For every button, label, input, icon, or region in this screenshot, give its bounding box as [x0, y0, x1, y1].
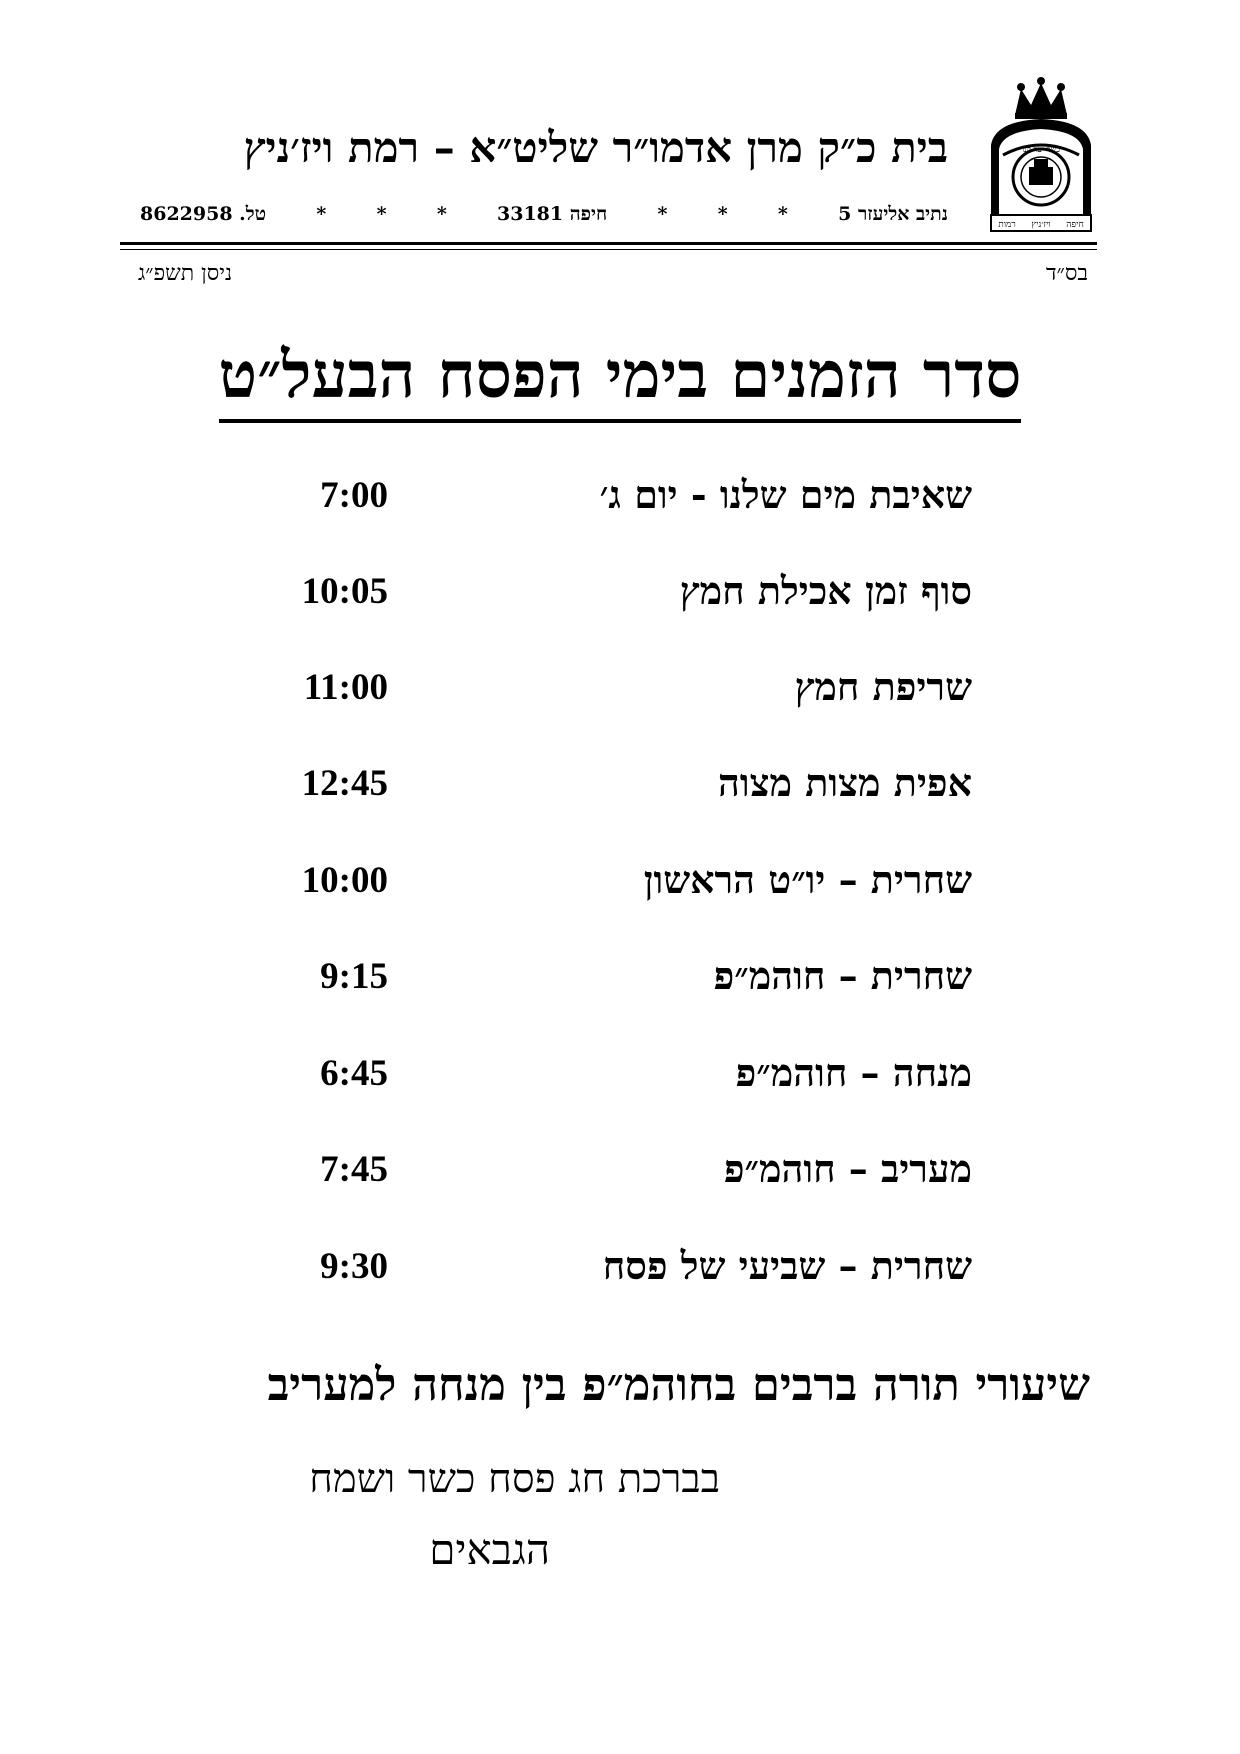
schedule-time: 7:45 [320, 1149, 388, 1190]
svg-text:חיפה: חיפה [1066, 220, 1084, 230]
page-title-text: סדר הזמנים בימי הפסח הבעל״ט [219, 338, 1022, 423]
address-separator: * [436, 203, 447, 225]
address-phone: טל. 8622958 [140, 203, 267, 225]
svg-text:ויז׳ניץ: ויז׳ניץ [1031, 220, 1051, 230]
wizhnitz-crest-icon [985, 75, 1097, 235]
schedule-label: שחרית – חוהמ״פ [713, 953, 972, 998]
address-city: חיפה 33181 [497, 203, 608, 225]
header-address [140, 203, 948, 226]
schedule-label: אפית מצות מצוה [717, 760, 972, 805]
schedule-label: שחרית – יו״ט הראשון [643, 857, 972, 902]
bsd-mark: בס״ד [1045, 261, 1088, 286]
schedule-row [0, 568, 1240, 628]
schedule-label: מנחה – חוהמ״פ [735, 1050, 972, 1095]
schedule-row [0, 760, 1240, 820]
address-separator: * [316, 203, 327, 225]
schedule-time: 12:45 [301, 763, 388, 804]
shiurim-notice: שיעורי תורה ברבים בחוהמ״פ בין מנחה למעריב [267, 1358, 1090, 1411]
address-separator: * [717, 203, 728, 225]
address-separator: * [657, 203, 668, 225]
schedule-label: שאיבת מים שלנו - יום ג׳ [599, 472, 972, 517]
schedule-row [0, 857, 1240, 917]
signature: הגבאים [429, 1525, 550, 1574]
schedule-time: 11:00 [303, 667, 388, 708]
schedule-time: 9:30 [320, 1246, 388, 1287]
schedule-time: 6:45 [320, 1053, 388, 1094]
address-separator: * [376, 203, 387, 225]
schedule-label: שריפת חמץ [794, 664, 972, 709]
header-divider-thin [120, 249, 1097, 250]
schedule-row [0, 472, 1240, 532]
schedule-row [0, 664, 1240, 724]
holiday-greeting: בברכת חג פסח כשר ושמח [309, 1456, 720, 1502]
schedule-time: 9:15 [320, 956, 388, 997]
schedule-label: מעריב – חוהמ״פ [723, 1146, 972, 1191]
header-title: בית כ״ק מרן אדמו״ר שליט״א – רמת ויז׳ניץ [243, 123, 948, 172]
schedule-label: שחרית – שביעי של פסח [602, 1243, 972, 1288]
header-divider [120, 242, 1097, 245]
address-street: נתיב אליעזר 5 [838, 203, 948, 225]
schedule-row [0, 1146, 1240, 1206]
crown-icon [1015, 77, 1067, 119]
schedule-row [0, 1050, 1240, 1110]
schedule-time: 10:00 [301, 860, 388, 901]
schedule-row [0, 1243, 1240, 1303]
schedule-time: 7:00 [320, 475, 388, 516]
schedule-label: סוף זמן אכילת חמץ [679, 568, 972, 613]
schedule-time: 10:05 [301, 571, 388, 612]
logo-banner-text: כשר יער קנו [1021, 145, 1061, 154]
svg-text:רמות: רמות [998, 220, 1016, 230]
page-title [0, 338, 1240, 413]
address-separator: * [777, 203, 788, 225]
hebrew-date: ניסן תשפ״ג [138, 261, 233, 286]
schedule-row [0, 953, 1240, 1013]
